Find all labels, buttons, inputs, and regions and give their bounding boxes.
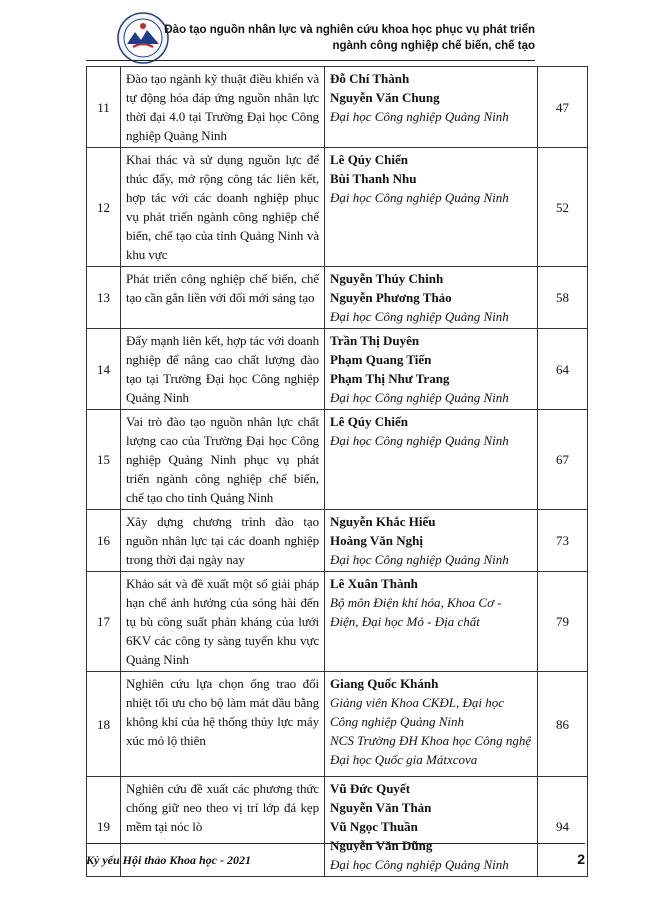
entry-authors-cell	[325, 777, 538, 877]
author-name: Vũ Đức Quyết	[330, 781, 411, 796]
table-row	[87, 510, 588, 572]
entry-number: 15	[87, 410, 121, 510]
footer-rule	[86, 843, 585, 844]
entry-title: Nghiên cứu đề xuất các phương thức chống giữ neo theo vị trí lớp đá kẹp mềm tại nóc lò	[121, 777, 325, 877]
entry-authors-cell	[325, 510, 538, 572]
entry-title: Phát triển công nghiệp chế biến, chế tạo cần gắn liền với đổi mới sáng tạo	[121, 267, 325, 329]
running-header	[115, 22, 535, 54]
table-row	[87, 329, 588, 410]
entry-title: Khai thác và sử dụng nguồn lực để thúc đẩy, mở rộng công tác liên kết, hợp tác với các doanh nghiệp phục vụ phát triển ngành công nghiệp chế biến, chế tạo của tỉnh Quảng Ninh và khu vực	[121, 148, 325, 267]
header-line-1: Đào tạo nguồn nhân lực và nghiên cứu khoa học phục vụ phát triển	[164, 24, 535, 36]
entry-number: 16	[87, 510, 121, 572]
table-row	[87, 410, 588, 510]
author-affiliation: NCS Trường ĐH Khoa học Công nghệ Đại học Quốc gia Mátxcova	[330, 733, 532, 767]
entry-title: Đẩy mạnh liên kết, hợp tác với doanh nghiệp để nâng cao chất lượng đào tạo tại Trường Đại học Công nghiệp Quảng Ninh	[121, 329, 325, 410]
author-name: Lê Qúy Chiến	[330, 414, 409, 429]
entry-number: 13	[87, 267, 121, 329]
table-row	[87, 572, 588, 672]
entry-page-number: 58	[538, 267, 588, 329]
entry-number: 14	[87, 329, 121, 410]
entry-page-number: 67	[538, 410, 588, 510]
entry-page-number: 64	[538, 329, 588, 410]
author-affiliation: Đại học Công nghiệp Quảng Ninh	[330, 433, 509, 448]
table-row	[87, 67, 588, 148]
author-name: Hoàng Văn Nghị	[330, 533, 423, 548]
entry-title: Xây dựng chương trình đào tạo nguồn nhân lực tại các doanh nghiệp trong thời đại ngày nay	[121, 510, 325, 572]
table-row	[87, 148, 588, 267]
author-affiliation: Đại học Công nghiệp Quảng Ninh	[330, 309, 509, 324]
author-name: Nguyễn Phương Thảo	[330, 290, 452, 305]
entry-authors-cell	[325, 672, 538, 777]
entry-authors-cell	[325, 410, 538, 510]
author-name: Trần Thị Duyên	[330, 333, 420, 348]
author-name: Lê Qúy Chiến	[330, 152, 409, 167]
author-name: Nguyễn Văn Dũng	[330, 838, 433, 853]
toc-body	[87, 67, 588, 877]
author-name: Lê Xuân Thành	[330, 576, 418, 591]
author-affiliation: Đại học Công nghiệp Quảng Ninh	[330, 552, 509, 567]
entry-number: 19	[87, 777, 121, 877]
entry-page-number: 47	[538, 67, 588, 148]
author-name: Đỗ Chí Thành	[330, 71, 410, 86]
entry-page-number: 86	[538, 672, 588, 777]
entry-authors-cell	[325, 572, 538, 672]
entry-authors-cell	[325, 267, 538, 329]
author-name: Nguyễn Văn Thản	[330, 800, 432, 815]
author-name: Nguyễn Thúy Chinh	[330, 271, 444, 286]
author-affiliation: Đại học Công nghiệp Quảng Ninh	[330, 109, 509, 124]
author-name: Phạm Thị Như Trang	[330, 371, 450, 386]
entry-title: Đào tạo ngành kỹ thuật điều khiển và tự động hóa đáp ứng nguồn nhân lực thời đại 4.0 tại Trường Đại học Công nghiệp Quảng Ninh	[121, 67, 325, 148]
author-name: Giang Quốc Khánh	[330, 676, 439, 691]
entry-title: Nghiên cứu lựa chọn ống trao đổi nhiệt tối ưu cho bộ làm mát dầu bằng không khí của hệ thống thủy lực máy xúc mỏ lộ thiên	[121, 672, 325, 777]
author-name: Nguyễn Khắc Hiếu	[330, 514, 436, 529]
proceedings-title: Kỷ yếu Hội thảo Khoa học - 2021	[86, 853, 252, 867]
entry-page-number: 79	[538, 572, 588, 672]
author-name: Nguyễn Văn Chung	[330, 90, 440, 105]
author-affiliation: Đại học Công nghiệp Quảng Ninh	[330, 857, 509, 872]
author-affiliation: Bộ môn Điện khí hóa, Khoa Cơ - Điện, Đại học Mỏ - Địa chất	[330, 595, 502, 629]
entry-title: Vai trò đào tạo nguồn nhân lực chất lượng cao của Trường Đại học Công nghiệp Quảng Ninh phục vụ phát triển ngành công nghiệp chế biến, chế tạo cho tỉnh Quảng Ninh	[121, 410, 325, 510]
entry-number: 17	[87, 572, 121, 672]
entry-number: 11	[87, 67, 121, 148]
table-row	[87, 267, 588, 329]
entry-number: 18	[87, 672, 121, 777]
entry-title: Khảo sát và đề xuất một số giải pháp hạn chế ảnh hưởng của sóng hài đến tụ bù công suất phản kháng của lưới 6KV các công ty sàng tuyển khu vực Quảng Ninh	[121, 572, 325, 672]
author-name: Vũ Ngọc Thuần	[330, 819, 418, 834]
author-name: Bùi Thanh Nhu	[330, 171, 417, 186]
entry-number: 12	[87, 148, 121, 267]
page-number: 2	[577, 851, 585, 867]
author-affiliation: Giảng viên Khoa CKĐL, Đại học Công nghiệp Quảng Ninh	[330, 695, 505, 729]
author-affiliation: Đại học Công nghiệp Quảng Ninh	[330, 390, 509, 405]
entry-authors-cell	[325, 67, 538, 148]
entry-authors-cell	[325, 329, 538, 410]
entry-page-number: 52	[538, 148, 588, 267]
header-line-2: ngành công nghiệp chế biến, chế tạo	[332, 40, 535, 52]
entry-authors-cell	[325, 148, 538, 267]
table-of-contents	[86, 66, 588, 877]
entry-page-number: 94	[538, 777, 588, 877]
table-row	[87, 672, 588, 777]
header-rule	[86, 60, 535, 61]
author-affiliation: Đại học Công nghiệp Quảng Ninh	[330, 190, 509, 205]
author-name: Phạm Quang Tiến	[330, 352, 432, 367]
entry-page-number: 73	[538, 510, 588, 572]
